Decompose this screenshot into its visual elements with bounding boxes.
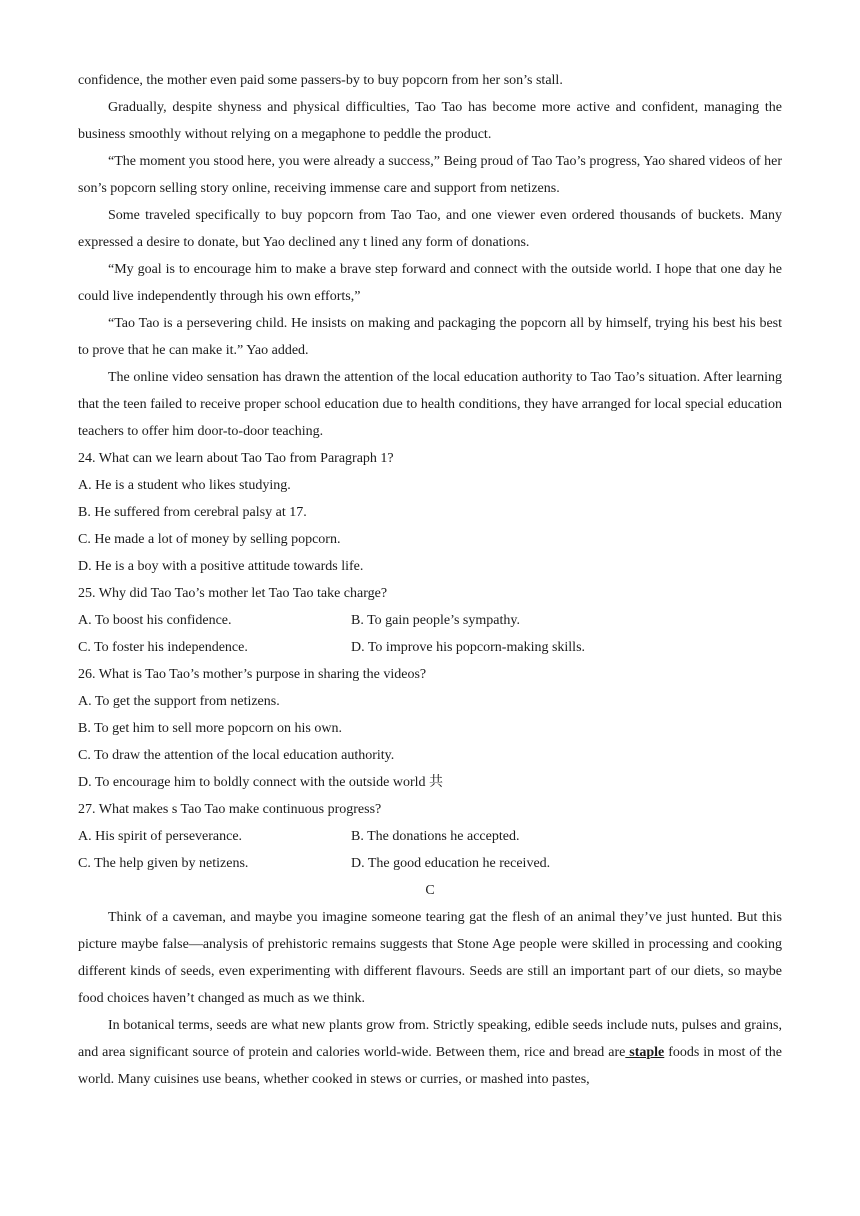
passage-c-paragraph [78, 1012, 782, 1093]
passage-b-paragraph: “The moment you stood here, you were already a success,” Being proud of Tao Tao’s progress, Yao shared videos of her son’s popcorn selling story online, receiving immense care and support from netizens. [78, 154, 782, 196]
options-row [78, 850, 782, 877]
option-d: D. The good education he received. [351, 856, 551, 871]
question-stem: 27. What makes s Tao Tao make continuous progress? [78, 802, 382, 817]
passage-b-paragraph: The online video sensation has drawn the attention of the local education authority to Tao Tao’s situation. After learning that the teen failed to receive proper school education due to health conditions, they have arranged for local special education teachers to offer him door-to-door teaching. [78, 370, 782, 439]
question-stem: 25. Why did Tao Tao’s mother let Tao Tao take charge? [78, 586, 388, 601]
question-24 [78, 445, 782, 580]
option-d: D. To encourage him to boldly connect with the outside world 共 [78, 775, 444, 790]
option-a: A. To get the support from netizens. [78, 694, 280, 709]
option-b: B. He suffered from cerebral palsy at 17. [78, 505, 307, 520]
option-a: A. His spirit of perseverance. [78, 829, 243, 844]
passage-b-paragraph: Gradually, despite shyness and physical difficulties, Tao Tao has become more active and confident, managing the business smoothly without relying on a megaphone to peddle the product. [78, 100, 782, 142]
option-a: A. He is a student who likes studying. [78, 478, 291, 493]
option-c: C. To draw the attention of the local education authority. [78, 748, 395, 763]
option-c: C. He made a lot of money by selling popcorn. [78, 532, 341, 547]
question-27 [78, 796, 782, 877]
option-a: A. To boost his confidence. [78, 613, 232, 628]
option-b: B. To gain people’s sympathy. [351, 613, 520, 628]
underlined-keyword: staple [625, 1045, 665, 1060]
option-b: B. The donations he accepted. [351, 829, 520, 844]
option-d: D. He is a boy with a positive attitude towards life. [78, 559, 364, 574]
passage-b-paragraph: confidence, the mother even paid some passers-by to buy popcorn from her son’s stall. [78, 73, 563, 88]
option-b: B. To get him to sell more popcorn on his own. [78, 721, 342, 736]
options-row [78, 823, 782, 850]
passage-b-paragraph: “My goal is to encourage him to make a brave step forward and connect with the outside world. I hope that one day he could live independently through his own efforts,” [78, 262, 782, 304]
passage-c-paragraph: Think of a caveman, and maybe you imagine someone tearing gat the flesh of an animal they’ve just hunted. But this picture maybe false—analysis of prehistoric remains suggests that Stone Age people were skilled in processing and cooking different kinds of seeds, even experimenting with different flavours. Seeds are still an important part of our diets, so maybe food choices haven’t changed as much as we think. [78, 910, 782, 1006]
question-25 [78, 580, 782, 661]
options-row [78, 607, 782, 634]
question-stem: 24. What can we learn about Tao Tao from Paragraph 1? [78, 451, 394, 466]
paragraph-text: foods in most of the world. Many cuisines use beans, whether cooked in stews or curries, or mashed into pastes, [78, 1045, 782, 1087]
question-26 [78, 661, 782, 796]
option-d: D. To improve his popcorn-making skills. [351, 640, 586, 655]
paragraph-text: In botanical terms, seeds are what new plants grow from. Strictly speaking, edible seeds include nuts, pulses and grains, and area significant source of protein and calories world-wide. Between them, rice and bread are [78, 1018, 782, 1060]
option-c: C. The help given by netizens. [78, 856, 249, 871]
section-label: C [425, 883, 435, 898]
page-content [78, 67, 782, 1093]
option-c: C. To foster his independence. [78, 640, 248, 655]
options-row [78, 634, 782, 661]
passage-b-paragraph: Some traveled specifically to buy popcorn from Tao Tao, and one viewer even ordered thousands of buckets. Many expressed a desire to donate, but Yao declined any t lined any form of donations. [78, 208, 782, 250]
question-stem: 26. What is Tao Tao’s mother’s purpose in sharing the videos? [78, 667, 427, 682]
passage-b-paragraph: “Tao Tao is a persevering child. He insists on making and packaging the popcorn all by himself, trying his best his best to prove that he can make it.” Yao added. [78, 316, 782, 358]
